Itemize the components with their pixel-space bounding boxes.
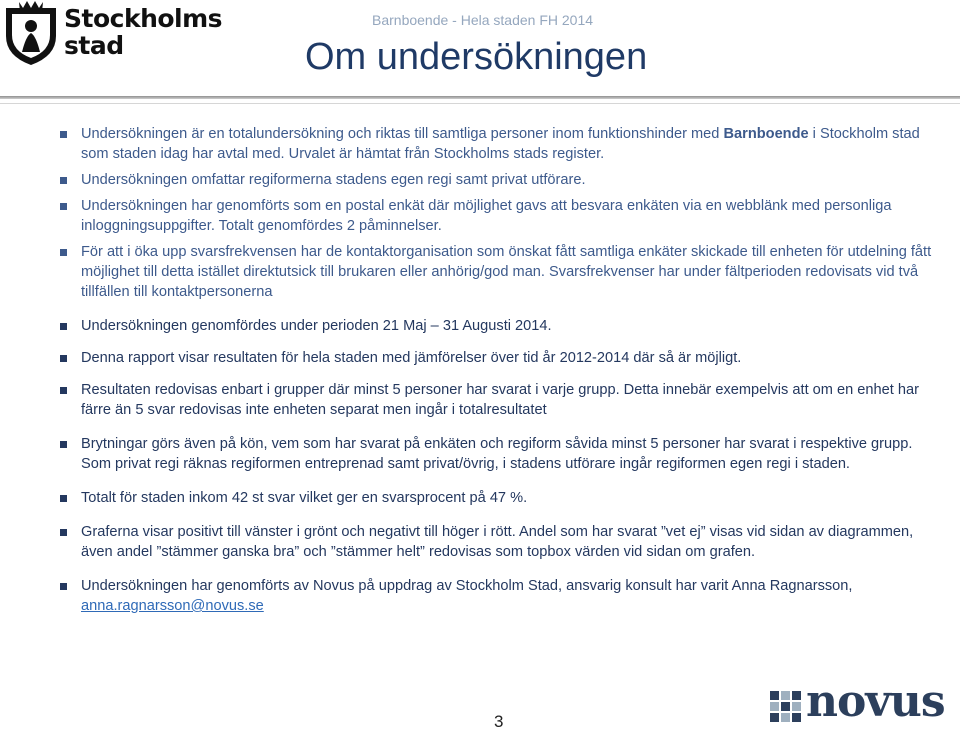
list-item-text: i Stockholm stad som staden idag har avtal med. Urvalet är hämtat från Stockholms stads register. bbox=[81, 126, 920, 162]
header-divider bbox=[0, 96, 960, 99]
list-item-text: Undersökningen omfattar regiformerna stadens egen regi samt privat utförare. bbox=[81, 172, 586, 188]
bullet-marker-icon bbox=[60, 583, 67, 590]
bullet-marker-icon bbox=[60, 203, 67, 210]
page-title: Om undersökningen bbox=[305, 36, 648, 78]
list-item-text: Resultaten redovisas enbart i grupper där minst 5 personer har svarat i varje grupp. Detta innebär exempelvis att om en enhet har färre än 5 svar redovisas inte enheten separat men ingår i totalresultatet bbox=[81, 382, 919, 418]
bullet-marker-icon bbox=[60, 441, 67, 448]
list-item-text: För att i öka upp svarsfrekvensen har de kontaktorganisation som önskat fått samtliga enkäter skickade till enheten för utdelning fått möjlighet till detta istället direktutsick till brukaren eller anhörig/god man. Svarsfrekvenser har under fältperioden redovisats vid två tillfällen till kontaktpersonerna bbox=[81, 244, 932, 300]
list-item-text: Denna rapport visar resultaten för hela staden med jämförelser över tid år 2012-2014 där så är möjligt. bbox=[81, 350, 742, 366]
list-item bbox=[60, 348, 940, 368]
list-item bbox=[60, 196, 940, 236]
list-item bbox=[60, 380, 940, 420]
list-item-text: Undersökningen genomfördes under perioden 21 Maj – 31 Augusti 2014. bbox=[81, 318, 552, 334]
logo-line-1: Stockholms bbox=[64, 4, 223, 33]
list-item-text: Graferna visar positivt till vänster i grönt och negativt till höger i rött. Andel som har svarat ”vet ej” visas vid sidan av diagrammen, även andel ”stämmer ganska bra” och ”stämmer helt” redovisas som topbox värden vid sidan om grafen. bbox=[81, 524, 914, 560]
list-item bbox=[60, 434, 940, 474]
list-item bbox=[60, 488, 940, 508]
list-item-bold-text: Barnboende bbox=[723, 126, 809, 142]
bullet-marker-icon bbox=[60, 249, 67, 256]
report-title: Barnboende - Hela staden FH 2014 bbox=[372, 12, 594, 28]
list-item bbox=[60, 124, 940, 164]
bullet-marker-icon bbox=[60, 355, 67, 362]
bullet-marker-icon bbox=[60, 131, 67, 138]
list-item bbox=[60, 576, 940, 616]
list-item bbox=[60, 316, 940, 336]
logo-line-2: stad bbox=[64, 31, 124, 60]
bullet-marker-icon bbox=[60, 529, 67, 536]
novus-grid-icon bbox=[770, 691, 802, 723]
logo-wordmark bbox=[64, 5, 222, 59]
stockholm-crest-icon bbox=[2, 0, 60, 66]
novus-wordmark: novus bbox=[806, 676, 945, 727]
bullet-marker-icon bbox=[60, 495, 67, 502]
list-item-text: Undersökningen har genomförts som en postal enkät där möjlighet gavs att besvara enkäten via en webblänk med personliga inloggningsuppgifter. Totalt genomfördes 2 påminnelser. bbox=[81, 198, 892, 234]
list-item bbox=[60, 522, 940, 562]
bullet-marker-icon bbox=[60, 387, 67, 394]
stockholm-logo bbox=[2, 0, 223, 68]
list-item-text: Brytningar görs även på kön, vem som har svarat på enkäten och regiform såvida minst 5 personer har svarat i respektive grupp. Som privat regi räknas regiformen entreprenad samt privat/övrig, i stadens utförare ingår regiformen egen regi i staden. bbox=[81, 436, 913, 472]
novus-logo-icon bbox=[770, 676, 955, 727]
list-item bbox=[60, 242, 940, 302]
header-divider-thin bbox=[0, 103, 960, 104]
list-item-text: Undersökningen har genomförts av Novus på uppdrag av Stockholm Stad, ansvarig konsult har varit Anna Ragnarsson, bbox=[81, 578, 853, 594]
bullet-list bbox=[60, 124, 940, 616]
list-item bbox=[60, 170, 940, 190]
page-number: 3 bbox=[494, 712, 504, 731]
list-item-text: Undersökningen är en totalundersökning och riktas till samtliga personer inom funktionshinder med bbox=[81, 126, 724, 142]
contact-email-link[interactable]: anna.ragnarsson@novus.se bbox=[81, 598, 264, 614]
bullet-marker-icon bbox=[60, 323, 67, 330]
bullet-marker-icon bbox=[60, 177, 67, 184]
list-item-text: Totalt för staden inkom 42 st svar vilket ger en svarsprocent på 47 %. bbox=[81, 490, 528, 506]
